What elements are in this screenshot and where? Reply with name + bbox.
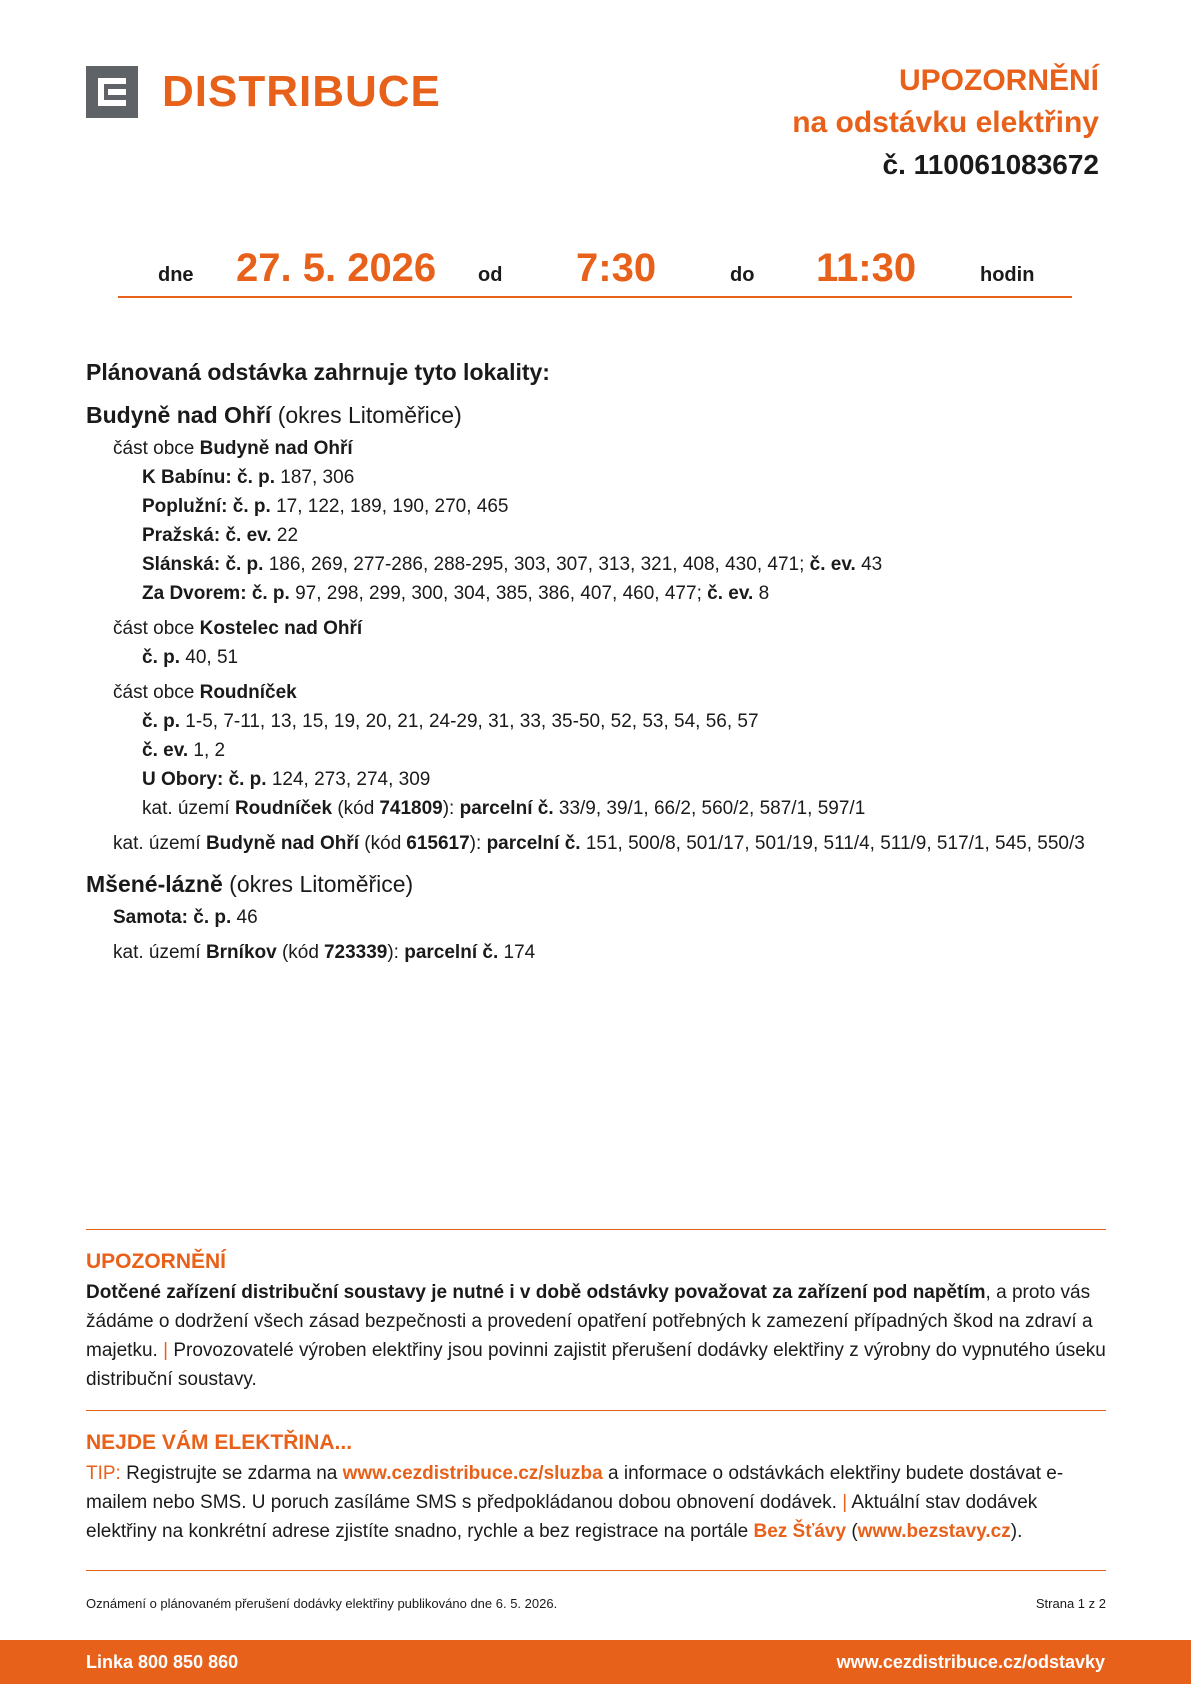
kod-suffix: ): bbox=[387, 942, 399, 963]
notice-title-block bbox=[792, 60, 1099, 186]
part-prefix: část obce bbox=[113, 682, 195, 703]
tip-label: TIP: bbox=[86, 1463, 121, 1484]
safety-warning-text: , a proto vás žádáme o dodržení všech zásad bezpečnosti a provedení opatření potřebných k zamezení případných škod na zdraví a majetku. bbox=[86, 1282, 1093, 1361]
paren: ( bbox=[851, 1521, 858, 1542]
town-name: Budyně nad Ohří bbox=[86, 402, 272, 428]
do-label: do bbox=[730, 264, 755, 286]
street-name: Pražská: bbox=[142, 525, 221, 546]
number-label: č. ev. bbox=[809, 554, 856, 575]
od-label: od bbox=[478, 264, 503, 286]
number-values: 1-5, 7-11, 13, 15, 19, 20, 21, 24-29, 31, 33, 35-50, 52, 53, 54, 56, 57 bbox=[185, 711, 759, 732]
hotline-number[interactable]: Linka 800 850 860 bbox=[86, 1652, 239, 1672]
divider bbox=[86, 1229, 1106, 1230]
cadastral-item bbox=[113, 938, 1106, 967]
town-heading bbox=[86, 870, 1106, 899]
number-values: 46 bbox=[236, 907, 258, 928]
number-label: č. ev. bbox=[225, 525, 272, 546]
town-district: (okres Litoměřice) bbox=[277, 402, 462, 428]
footer-bar bbox=[0, 1640, 1191, 1684]
publication-note bbox=[86, 1596, 1106, 1611]
municipality-part bbox=[113, 434, 1106, 463]
street-name: Samota: bbox=[113, 907, 188, 928]
status-text: Aktuální stav dodávek elektřiny na konkrétní adrese zjistíte snadno, rychle a bez registrace na portále bbox=[86, 1492, 1038, 1542]
list-item bbox=[142, 643, 1106, 672]
street-name: U Obory: bbox=[142, 769, 224, 790]
number-values: 124, 273, 274, 309 bbox=[271, 769, 431, 790]
page-number: Strana 1 z 2 bbox=[1035, 1596, 1106, 1611]
number-label: č. p. bbox=[193, 907, 232, 928]
part-name: Roudníček bbox=[199, 682, 297, 703]
cadastral-name: Budyně nad Ohří bbox=[205, 833, 360, 854]
number-label: č. p. bbox=[142, 647, 181, 668]
no-power-notice bbox=[86, 1428, 1106, 1546]
parcel-values: 33/9, 39/1, 66/2, 560/2, 587/1, 597/1 bbox=[558, 798, 866, 819]
number-values: 40, 51 bbox=[185, 647, 239, 668]
company-logo bbox=[86, 66, 441, 118]
street-name: Slánská: bbox=[142, 554, 221, 575]
cadastral-prefix: kat. území bbox=[113, 833, 201, 854]
notice-title: UPOZORNĚNÍ bbox=[898, 64, 1099, 97]
cadastral-name: Roudníček bbox=[234, 798, 333, 819]
number-label: č. p. bbox=[142, 711, 181, 732]
town-district: (okres Litoměřice) bbox=[229, 871, 414, 897]
number-values: 97, 298, 299, 300, 304, 385, 386, 407, 460, 477; bbox=[295, 583, 702, 604]
cez-logo-icon bbox=[86, 66, 138, 118]
logo-text: DISTRIBUCE bbox=[162, 67, 441, 116]
separator: | bbox=[163, 1340, 169, 1361]
list-item bbox=[113, 903, 1106, 932]
hodin-label: hodin bbox=[980, 264, 1035, 286]
town-name: Mšené-lázně bbox=[86, 871, 223, 897]
producer-note: Provozovatelé výroben elektřiny jsou povinni zajistit přerušení dodávky elektřiny z výrobny do vypnutého úseku distribuční soustavy. bbox=[86, 1340, 1106, 1390]
number-values: 8 bbox=[758, 583, 770, 604]
number-values: 22 bbox=[276, 525, 299, 546]
part-prefix: část obce bbox=[113, 618, 195, 639]
parcel-label: parcelní č. bbox=[459, 798, 554, 819]
no-power-title: NEJDE VÁM ELEKTŘINA... bbox=[86, 1431, 353, 1454]
kod-prefix: (kód bbox=[281, 942, 319, 963]
safety-notice-title: UPOZORNĚNÍ bbox=[86, 1250, 227, 1273]
number-label: č. ev. bbox=[707, 583, 754, 604]
number-label: č. p. bbox=[228, 769, 267, 790]
part-name: Budyně nad Ohří bbox=[199, 438, 353, 459]
tip-text: a informace o odstávkách elektřiny budete dostávat e-mailem nebo SMS. U poruch zasíláme SMS s předpokládanou dobou obnovení dodávek. bbox=[86, 1463, 1064, 1513]
list-item bbox=[142, 736, 1106, 765]
cadastral-prefix: kat. území bbox=[113, 942, 201, 963]
kod-suffix: ): bbox=[469, 833, 482, 854]
list-item bbox=[142, 707, 1106, 736]
outage-date: 27. 5. 2026 bbox=[236, 246, 437, 290]
number-label: č. p. bbox=[251, 583, 290, 604]
municipality-part bbox=[113, 614, 1106, 643]
list-item bbox=[142, 463, 1106, 492]
bezstavy-link[interactable]: www.bezstavy.cz bbox=[857, 1521, 1011, 1542]
bez-stavy-brand: Bez Šťávy bbox=[753, 1521, 847, 1542]
cadastral-code: 723339 bbox=[323, 942, 388, 963]
published-date: Oznámení o plánovaném přerušení dodávky elektřiny publikováno dne 6. 5. 2026. bbox=[86, 1596, 558, 1611]
number-label: č. ev. bbox=[142, 740, 189, 761]
number-label: č. p. bbox=[225, 554, 264, 575]
list-item bbox=[142, 521, 1106, 550]
cadastral-prefix: kat. území bbox=[142, 798, 230, 819]
cadastral-item bbox=[142, 794, 1106, 823]
parcel-values: 151, 500/8, 501/17, 501/19, 511/4, 511/9, 517/1, 545, 550/3 bbox=[585, 833, 1085, 854]
number-values: 187, 306 bbox=[280, 467, 355, 488]
localities-section bbox=[86, 358, 1106, 967]
number-label: č. p. bbox=[232, 496, 271, 517]
list-item bbox=[142, 579, 1106, 608]
municipality-part bbox=[113, 678, 1106, 707]
kod-suffix: ): bbox=[442, 798, 455, 819]
kod-prefix: (kód bbox=[364, 833, 402, 854]
paren: ). bbox=[1010, 1521, 1023, 1542]
number-label: č. p. bbox=[237, 467, 276, 488]
no-power-body bbox=[86, 1459, 1106, 1546]
number-values: 43 bbox=[861, 554, 883, 575]
notice-number: č. 110061083672 bbox=[882, 149, 1099, 180]
dne-label: dne bbox=[158, 264, 194, 286]
number-values: 186, 269, 277-286, 288-295, 303, 307, 313, 321, 408, 430, 471; bbox=[268, 554, 805, 575]
end-time: 11:30 bbox=[816, 246, 917, 290]
part-name: Kostelec nad Ohří bbox=[199, 618, 363, 639]
parcel-label: parcelní č. bbox=[486, 833, 581, 854]
street-name: Poplužní: bbox=[142, 496, 228, 517]
street-name: K Babínu: bbox=[142, 467, 232, 488]
safety-warning-bold: Dotčené zařízení distribuční soustavy je nutné i v době odstávky považovat za zařízení pod napětím bbox=[86, 1282, 986, 1303]
number-values: 17, 122, 189, 190, 270, 465 bbox=[276, 496, 509, 517]
outage-schedule bbox=[118, 240, 1072, 298]
cadastral-code: 615617 bbox=[406, 833, 470, 854]
town-heading bbox=[86, 401, 1106, 430]
parcel-label: parcelní č. bbox=[404, 942, 499, 963]
divider bbox=[86, 1410, 1106, 1411]
outages-link[interactable]: www.cezdistribuce.cz/odstavky bbox=[836, 1652, 1105, 1672]
number-values: 1, 2 bbox=[193, 740, 226, 761]
parcel-values: 174 bbox=[503, 942, 536, 963]
list-item bbox=[142, 550, 1106, 579]
list-item bbox=[142, 492, 1106, 521]
street-name: Za Dvorem: bbox=[142, 583, 247, 604]
list-item bbox=[142, 765, 1106, 794]
kod-prefix: (kód bbox=[337, 798, 375, 819]
part-prefix: část obce bbox=[113, 438, 195, 459]
cadastral-name: Brníkov bbox=[205, 942, 277, 963]
separator: | bbox=[842, 1492, 848, 1513]
safety-notice-body bbox=[86, 1278, 1106, 1394]
cadastral-code: 741809 bbox=[379, 798, 443, 819]
divider bbox=[86, 1570, 1106, 1571]
tip-text: Registrujte se zdarma na bbox=[126, 1463, 338, 1484]
safety-notice bbox=[86, 1247, 1106, 1394]
service-link[interactable]: www.cezdistribuce.cz/sluzba bbox=[342, 1463, 603, 1484]
start-time: 7:30 bbox=[576, 246, 657, 290]
cadastral-item bbox=[113, 829, 1106, 858]
localities-heading: Plánovaná odstávka zahrnuje tyto lokality: bbox=[86, 359, 550, 385]
notice-subtitle: na odstávku elektřiny bbox=[792, 106, 1099, 139]
